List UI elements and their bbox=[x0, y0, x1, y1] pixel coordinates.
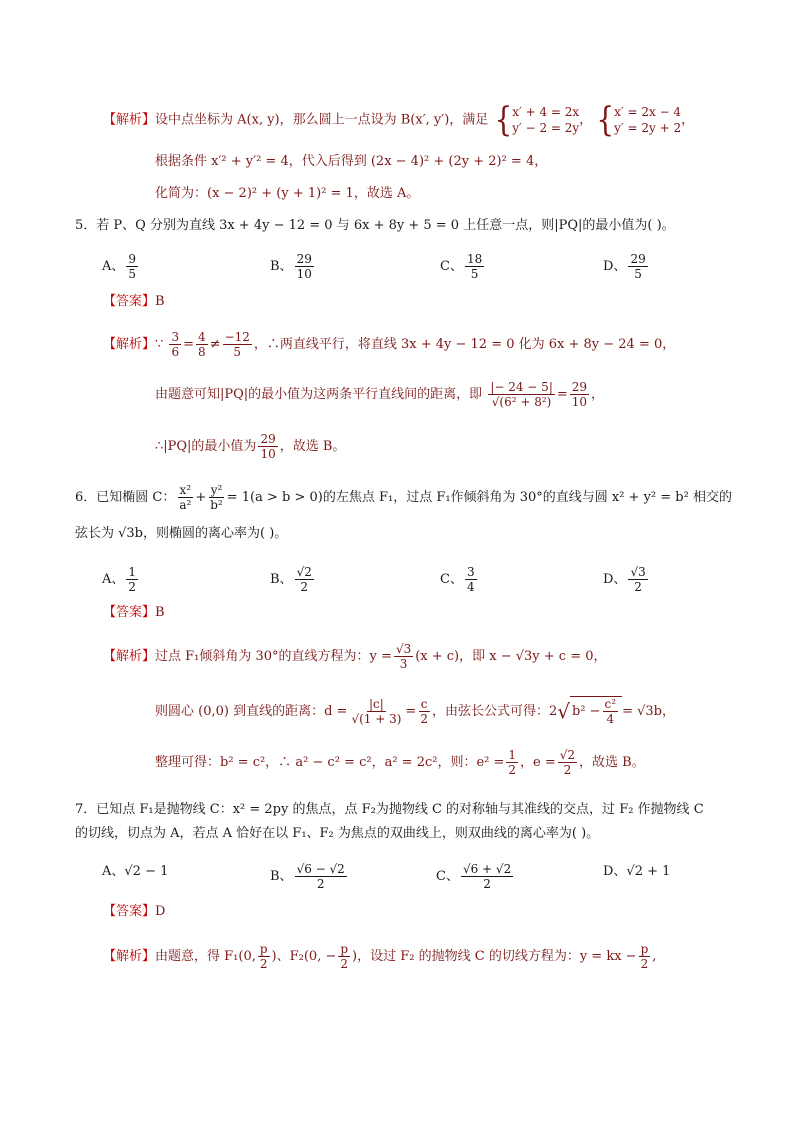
solution-choice: A。 bbox=[396, 186, 420, 201]
option-label: C、 bbox=[436, 869, 459, 884]
fraction-numerator: 1 bbox=[128, 565, 137, 579]
equals-sign: = bbox=[183, 337, 194, 352]
fraction-denominator: 2 bbox=[508, 763, 517, 777]
fraction-numerator: √6 − √2 bbox=[296, 862, 345, 876]
fraction-numerator: √3 bbox=[395, 642, 412, 656]
fraction-denominator: 2 bbox=[316, 877, 325, 891]
solution-text: 由题意可知|PQ|的最小值为这两条平行直线间的距离，即 bbox=[155, 387, 483, 402]
fraction-numerator: c bbox=[420, 697, 428, 711]
solution-text: ，e = bbox=[520, 755, 556, 770]
fraction-denominator: 3 bbox=[399, 657, 408, 671]
answer-value: D bbox=[155, 904, 166, 919]
q7-answer bbox=[103, 902, 165, 922]
fraction-denominator: 8 bbox=[197, 345, 206, 359]
fraction-numerator: p bbox=[340, 942, 349, 956]
q6-stem-line1 bbox=[75, 483, 732, 512]
q6-option-d bbox=[603, 565, 650, 594]
fraction-denominator: 2 bbox=[420, 712, 428, 726]
fraction-numerator: y² bbox=[210, 483, 223, 497]
fraction-numerator: c² bbox=[604, 697, 617, 711]
equation-system-2: { x′ = 2x − 4 y′ = 2y + 2 bbox=[596, 99, 682, 140]
fraction-denominator: 4 bbox=[466, 580, 475, 594]
fraction-numerator: √6 + √2 bbox=[462, 862, 512, 876]
option-label: B、 bbox=[270, 259, 293, 274]
fraction-numerator: p bbox=[259, 942, 268, 956]
q7-solution-line1 bbox=[103, 942, 656, 971]
fraction-numerator: |− 24 − 5| bbox=[490, 380, 553, 394]
q7-stem-line2: 的切线，切点为 A，若点 A 恰好在以 F₁、F₂ 为焦点的双曲线上，则双曲线的离心率为( )。 bbox=[75, 826, 600, 841]
solution-tag: 【解析】 bbox=[103, 949, 156, 964]
fraction-numerator: 3 bbox=[466, 565, 475, 579]
fraction-numerator: √2 bbox=[296, 565, 312, 579]
q4-solution-line3 bbox=[155, 184, 419, 204]
option-label: A、 bbox=[102, 259, 125, 274]
fraction-numerator: 1 bbox=[508, 748, 517, 762]
q5-solution-line1 bbox=[103, 330, 675, 359]
q6-stem-line2: 弦长为 √3b，则椭圆的离心率为( )。 bbox=[75, 526, 288, 541]
not-equal-sign: ≠ bbox=[209, 337, 221, 352]
fraction-numerator: p bbox=[640, 942, 649, 956]
system2-eq2: y′ = 2y + 2 bbox=[614, 121, 682, 135]
option-label: C、 bbox=[440, 572, 463, 587]
fraction-numerator: x² bbox=[179, 483, 192, 497]
q7-option-a: A、√2 − 1 bbox=[102, 864, 169, 879]
because-symbol: ∵ bbox=[155, 337, 164, 352]
fraction-numerator: |c| bbox=[369, 697, 384, 711]
radicand-text: b² − bbox=[571, 704, 601, 719]
fraction-numerator: 4 bbox=[197, 330, 206, 344]
fraction-denominator: 2 bbox=[300, 580, 309, 594]
fraction-denominator: 10 bbox=[260, 447, 276, 461]
q7-option-b bbox=[270, 862, 349, 891]
fraction-denominator: 2 bbox=[640, 957, 649, 971]
solution-text: ∴|PQ|的最小值为 bbox=[155, 439, 257, 454]
solution-text: ，由弦长公式可得：2 bbox=[431, 704, 558, 719]
option-label: A、 bbox=[102, 572, 125, 587]
system2-eq1: x′ = 2x − 4 bbox=[614, 105, 682, 119]
solution-text: 由题意，得 F₁(0, bbox=[155, 949, 256, 964]
solution-text: ，故选 B。 bbox=[579, 755, 645, 770]
q5-option-a bbox=[102, 252, 140, 281]
q5-solution-line3 bbox=[155, 432, 345, 461]
fraction-numerator: 18 bbox=[466, 252, 483, 266]
question-text: 6．已知椭圆 C： bbox=[75, 490, 176, 505]
plus-sign: + bbox=[195, 490, 207, 505]
q5-solution-line2: 由题意可知|PQ|的最小值为这两条平行直线间的距离，即 $\frac{|- 24 - 5|}{\text{√(6² + 8²)}}$ = $\frac{29}{10}$ ， bbox=[155, 380, 605, 409]
solution-text: )，设过 F₂ 的抛物线 C 的切线方程为：y = kx − bbox=[352, 949, 637, 964]
fraction-numerator: √3 bbox=[630, 565, 646, 579]
answer-value: B bbox=[155, 605, 165, 620]
fraction-numerator: 3 bbox=[171, 330, 180, 344]
solution-tag: 【解析】 bbox=[103, 649, 156, 664]
fraction-denominator: 2 bbox=[128, 580, 137, 594]
solution-text: ，故选 B。 bbox=[279, 439, 346, 454]
fraction-denominator: 5 bbox=[233, 345, 242, 359]
fraction-denominator: √(1 + 3) bbox=[351, 712, 402, 726]
solution-text: 则圆心 (0,0) 到直线的距离：d = bbox=[155, 704, 348, 719]
solution-text: )、F₂(0, − bbox=[271, 949, 337, 964]
fraction-denominator: 2 bbox=[483, 877, 491, 891]
fraction-denominator: 2 bbox=[634, 580, 642, 594]
fraction-denominator: 10 bbox=[571, 395, 588, 409]
fraction-numerator: 29 bbox=[260, 432, 276, 446]
answer-value: B bbox=[155, 294, 165, 309]
solution-text: (x + c)，即 x − √3y + c = 0， bbox=[415, 649, 607, 664]
solution-tag: 【解析】 bbox=[103, 337, 156, 352]
q5-stem: 5．若 P、Q 分别为直线 3x + 4y − 12 = 0 与 6x + 8y + 5 = 0 上任意一点，则|PQ|的最小值为( )。 bbox=[75, 218, 675, 233]
fraction-denominator: 5 bbox=[634, 267, 642, 281]
q7-stem-line1: 7．已知点 F₁是抛物线 C：x² = 2py 的焦点，点 F₂为抛物线 C 的对称轴与其准线的交点，过 F₂ 作抛物线 C bbox=[75, 802, 704, 817]
system1-eq1: x′ + 4 = 2x bbox=[512, 105, 580, 119]
fraction-denominator: 5 bbox=[470, 267, 479, 281]
q6-solution-line2: 则圆心 (0,0) 到直线的距离：d = $\frac{|c|}{√(1 + 3)}$ = $\frac{c}{2}$ ，由弦长公式可得：2√ b² − $\frac{\text{c²}}{4}$ = √3b， bbox=[155, 697, 675, 726]
q5-option-b bbox=[270, 252, 316, 281]
q5-option-c bbox=[440, 252, 486, 281]
q7-option-c bbox=[436, 862, 515, 891]
answer-tag: 【答案】 bbox=[103, 605, 156, 620]
fraction-denominator: 2 bbox=[563, 763, 572, 777]
fraction-numerator: 9 bbox=[128, 252, 137, 266]
option-label: D、 bbox=[603, 572, 627, 587]
fraction-numerator: 29 bbox=[296, 252, 312, 266]
fraction-denominator: 5 bbox=[128, 267, 137, 281]
solution-tag: 【解析】 bbox=[103, 112, 156, 128]
q4-solution-line2: 根据条件 x′² + y′² = 4，代入后得到 (2x − 4)² + (2y + 2)² = 4， bbox=[155, 154, 548, 169]
q6-solution-line3 bbox=[155, 748, 645, 777]
fraction-denominator: 2 bbox=[340, 957, 349, 971]
equation-system-1: { x′ + 4 = 2x y′ − 2 = 2y bbox=[494, 99, 580, 140]
option-label: B、 bbox=[270, 869, 293, 884]
q6-option-a bbox=[102, 565, 140, 594]
option-label: C、 bbox=[440, 259, 463, 274]
q6-option-b bbox=[270, 565, 316, 594]
q5-option-d bbox=[603, 252, 650, 281]
solution-text: 设中点坐标为 A(x, y)，那么圆上一点设为 B(x′, y′)，满足 bbox=[155, 112, 489, 128]
question-text: = 1(a > b > 0)的左焦点 F₁，过点 F₁作倾斜角为 30°的直线与圆 x² + y² = b² 相交的 bbox=[226, 490, 732, 505]
fraction-denominator: a² bbox=[179, 498, 192, 512]
option-label: B、 bbox=[270, 572, 293, 587]
fraction-numerator: 29 bbox=[571, 380, 588, 394]
q7-option-d: D、√2 + 1 bbox=[603, 864, 671, 879]
q6-solution-line1 bbox=[103, 642, 607, 671]
fraction-numerator: −12 bbox=[224, 330, 250, 344]
answer-tag: 【答案】 bbox=[103, 294, 156, 309]
solution-text: , bbox=[652, 949, 657, 964]
fraction-numerator: 29 bbox=[630, 252, 646, 266]
solution-text: 整理可得：b² = c²，∴ a² − c² = c²，a² = 2c²，则：e² = bbox=[155, 755, 505, 770]
solution-text: ，∴两直线平行，将直线 3x + 4y − 12 = 0 化为 6x + 8y − 24 = 0， bbox=[253, 337, 676, 352]
fraction-denominator: 6 bbox=[171, 345, 180, 359]
answer-tag: 【答案】 bbox=[103, 904, 156, 919]
fraction-denominator: 4 bbox=[606, 712, 615, 726]
q6-option-c bbox=[440, 565, 479, 594]
q5-answer bbox=[103, 292, 165, 312]
system1-eq2: y′ − 2 = 2y bbox=[512, 121, 580, 135]
fraction-denominator: b² bbox=[210, 498, 223, 512]
q6-answer bbox=[103, 603, 165, 623]
fraction-numerator: √2 bbox=[559, 748, 576, 762]
q4-solution-line1: 【解析】设中点坐标为 A(x, y)，那么圆上一点设为 B(x′, y′)，满足 { x′ + 4 = 2x y′ − 2 = 2y ， { x′ = 2x − 4 y′ = 2y + 2 ， bbox=[103, 99, 695, 140]
fraction-denominator: 2 bbox=[259, 957, 268, 971]
solution-text: 过点 F₁倾斜角为 30°的直线方程为：y = bbox=[155, 649, 392, 664]
solution-text: = √3b， bbox=[622, 704, 675, 719]
fraction-denominator: √(6² + 8²) bbox=[491, 395, 552, 409]
option-label: D、 bbox=[603, 259, 627, 274]
fraction-denominator: 10 bbox=[296, 267, 312, 281]
solution-text: 化简为：(x − 2)² + (y + 1)² = 1，故选 bbox=[155, 186, 393, 201]
